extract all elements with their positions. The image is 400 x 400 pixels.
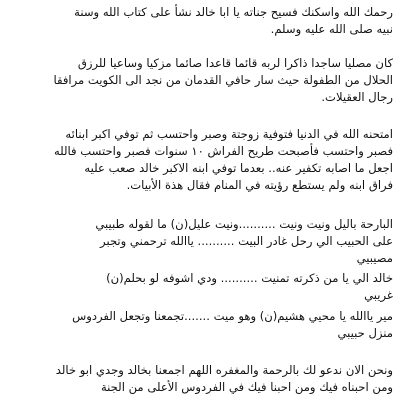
text-line: على الحبيب الي رحل غادر البيت .......... ياالله ترحمني وتجبر (100, 234, 393, 248)
text-line: رحمك الله واسكنك فسيح جناته يا ابا خالد نشأ على كتاب الله وسنة (74, 5, 393, 19)
biography-paragraph (3, 55, 393, 106)
text-line: فراق ابنه ولم يستطع رؤيته في المنام فقال هذة الأبيات. (126, 178, 393, 192)
poem-verse-3 (3, 308, 393, 342)
poem-verse-1 (3, 216, 393, 267)
text-line: الحلال من الطفولة حيث سار حافي القدمان من نجد الى الكويت مرافقا (53, 73, 393, 87)
text-line: امتحنه الله في الدنيا فتوفية زوجتة وصبر واحتسب ثم توفي اكبر ابنائه (65, 127, 393, 141)
text-line: منزل حبيبي (337, 326, 393, 340)
text-line: كان مصليا ساجدا ذاكرا لربه قائما قاعدا صائما مزكيا وساعيا للرزق (77, 56, 393, 70)
text-line: مصيبيي (356, 251, 393, 265)
text-line: اجعل ما اصابه تكفير عنه.. بعدما توفي ابنه الاكبر خالد صعب عليه (84, 161, 393, 175)
text-line: نبيه صلى الله عليه وسلم. (270, 22, 393, 36)
text-line: ومن احبناه فيك ومن احبنا فيك في الفردوس الأعلى من الجنة (100, 380, 393, 394)
poem-verse-2 (3, 270, 393, 304)
text-line: البارحة باليل ونيت ونيت ..........ونيت عليل(ن) ما لقوله طبيبي (95, 217, 393, 231)
trials-paragraph (3, 126, 393, 194)
text-line: ونحن الان ندعو لك بالرحمة والمغفره اللهم اجمعنا بخالد وجدي ابو خالد (55, 363, 393, 377)
text-line: فصبر واحتسب فأصبحت طريح الفراش ١٠ سنوات فصبر واحتسب فالله (53, 144, 393, 158)
text-line: رجال العقيلات. (321, 90, 393, 104)
text-line: مير ياالله يا محيي هشيم(ن) وهو ميت .......تجمعنا وتجعل الفردوس (72, 309, 393, 323)
text-line: غريبي (364, 288, 393, 302)
text-line: خالد الي يا من ذكرته تمنيت .......... ودي اشوفه لو بحلم(ن) (106, 271, 393, 285)
opening-prayer-paragraph (3, 4, 393, 38)
closing-prayer-paragraph (3, 362, 393, 396)
